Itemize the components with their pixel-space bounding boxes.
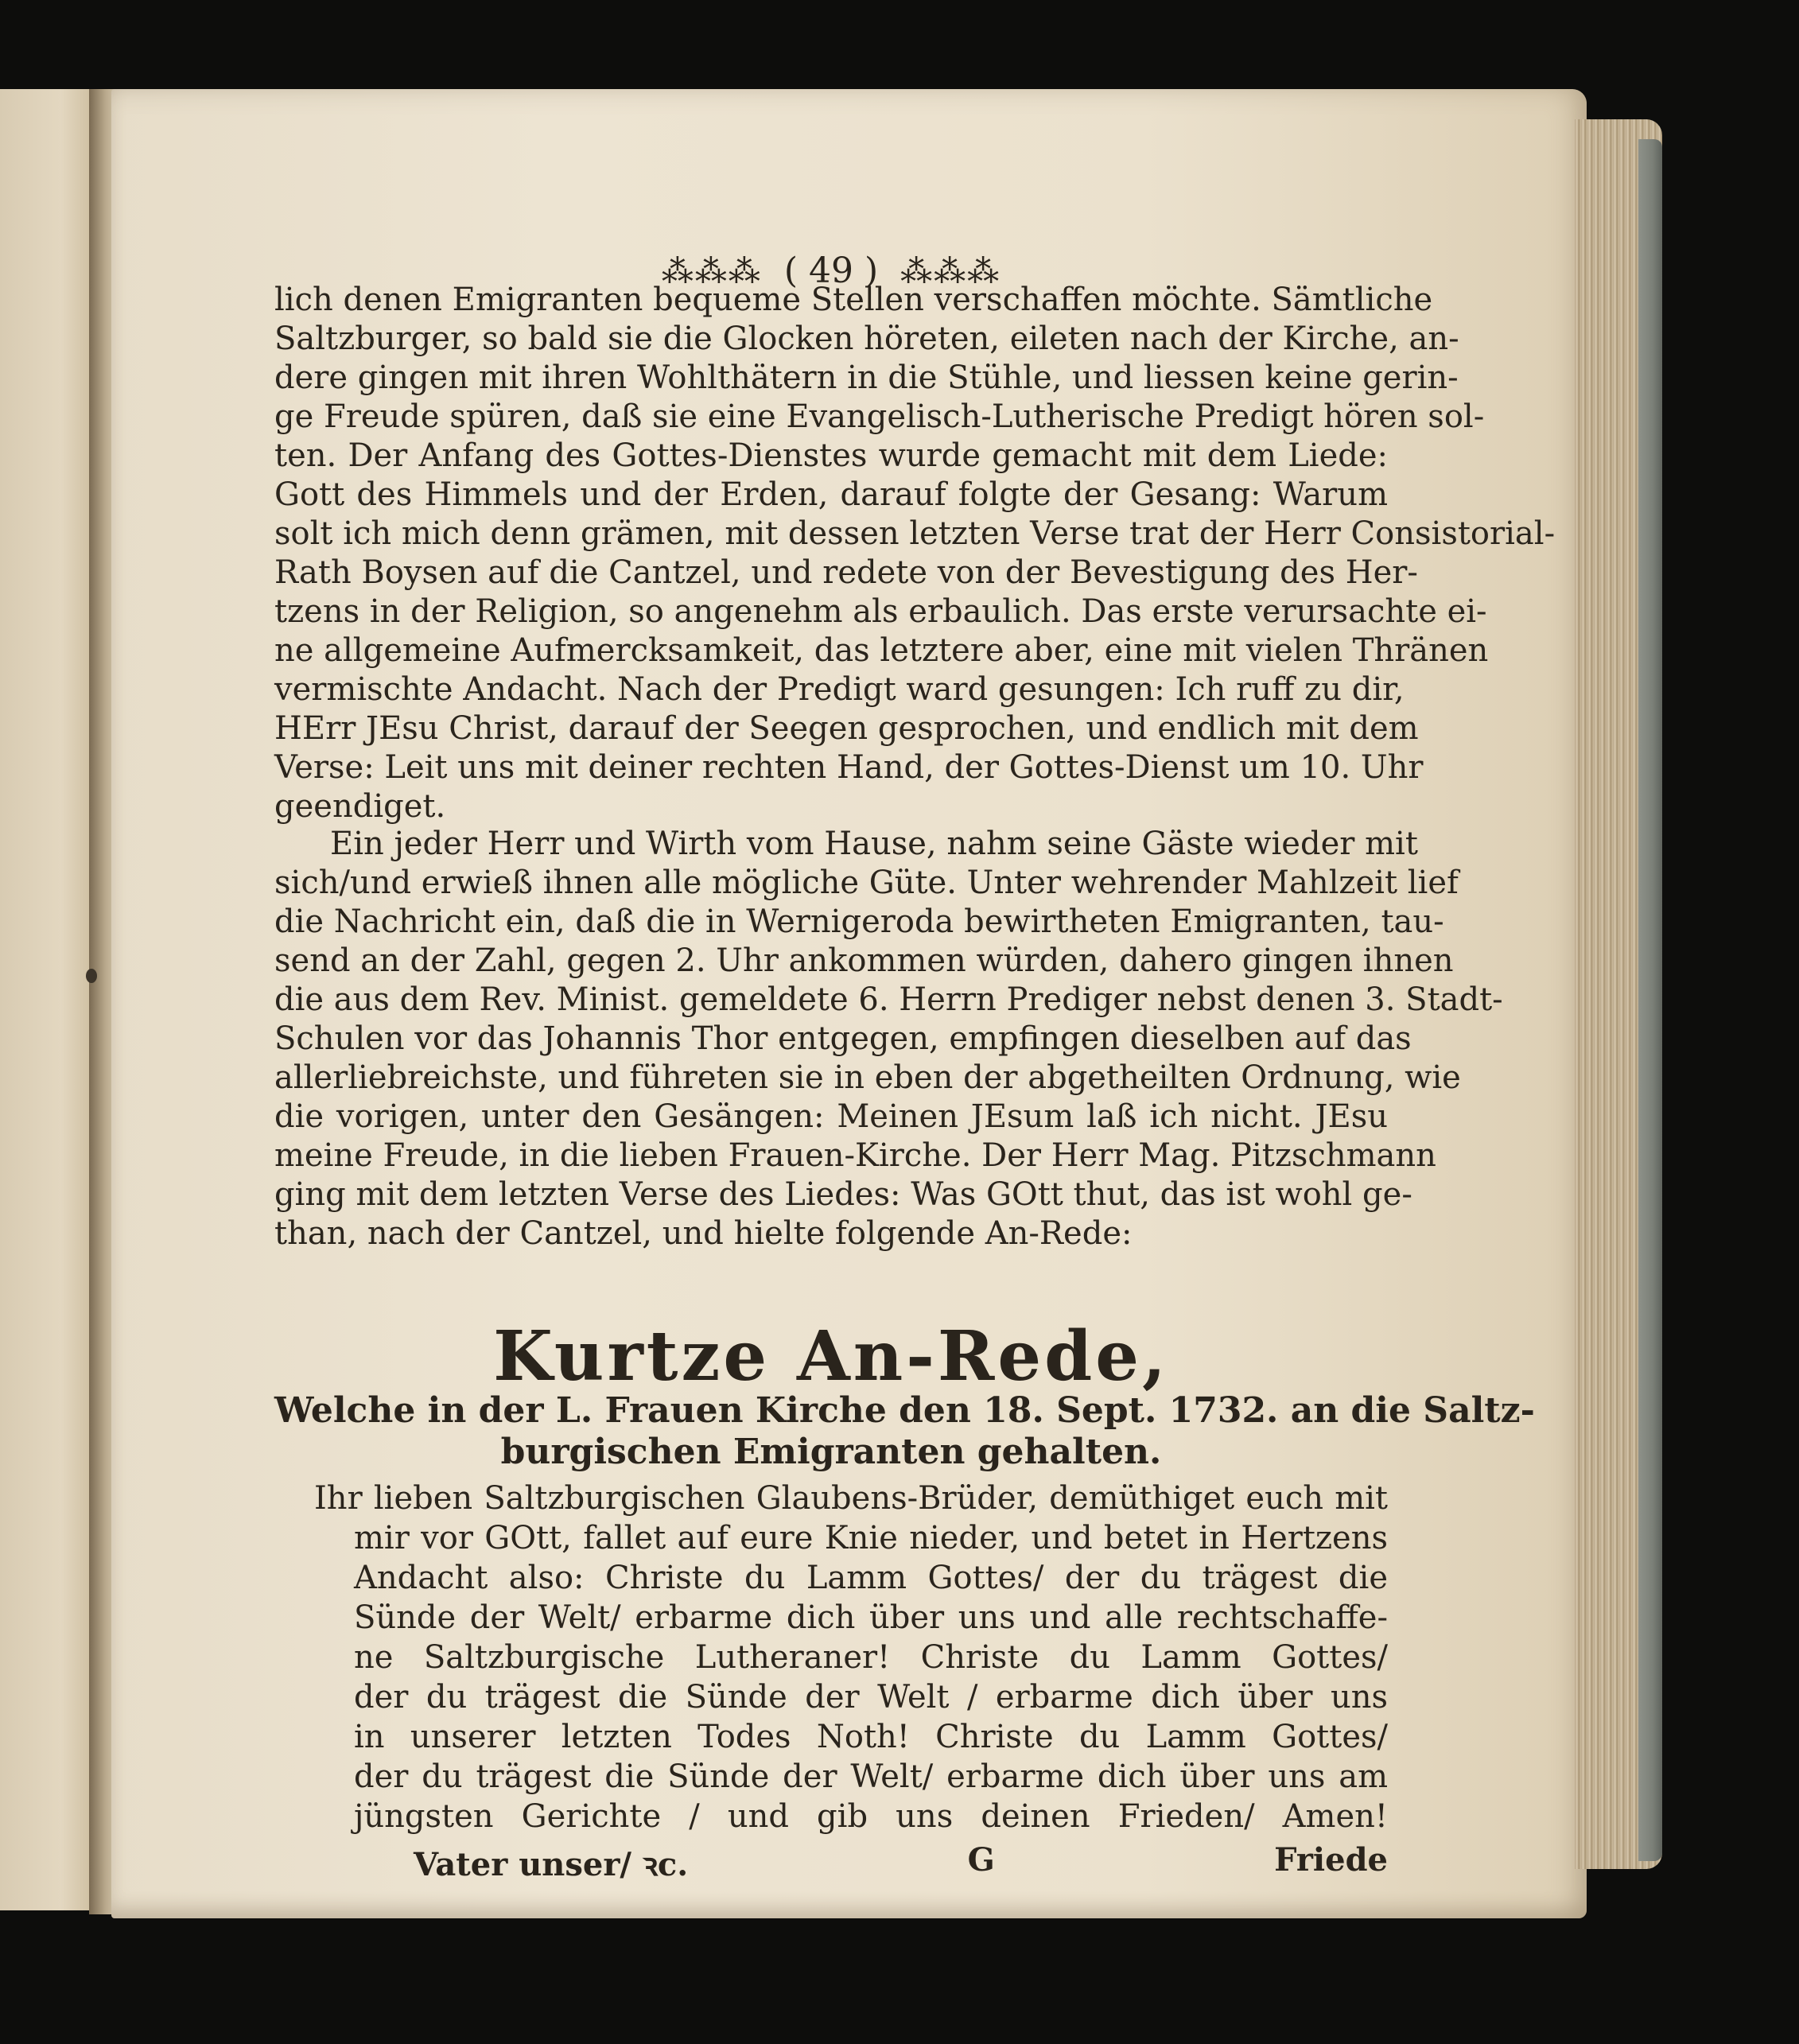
text-line: der du trägest die Sünde der Welt/ erbarme dich über uns am [354,1758,1388,1795]
text-line: tzens in der Religion, so angenehm als erbaulich. Das erste verursachte ei- [274,593,1487,630]
text-line: sich/und erwieß ihnen alle mögliche Güte. Unter wehrender Mahlzeit lief [274,865,1459,901]
text-line: ne Saltzburgische Lutheraner! Christe du Lamm Gottes/ [354,1639,1388,1676]
text-line: Verse: Leit uns mit deiner rechten Hand, der Gottes-Dienst um 10. Uhr [274,749,1424,786]
text-line: Schulen vor das Johannis Thor entgegen, empfingen dieselben auf das [274,1020,1412,1057]
text-line: Andacht also: Christe du Lamm Gottes/ der du trägest die [354,1560,1388,1596]
address-subtitle-line-1: Welche in der L. Frauen Kirche den 18. Sept. 1732. an die Saltz- [274,1390,1535,1431]
text-line: HErr JEsu Christ, darauf der Seegen gesprochen, und endlich mit dem [274,710,1419,747]
text-line: die aus dem Rev. Minist. gemeldete 6. Herrn Prediger nebst denen 3. Stadt- [274,981,1503,1018]
text-line: ge Freude spüren, daß sie eine Evangelisch-Lutherische Predigt hören sol- [274,398,1485,435]
address-subtitle-line-2: burgischen Emigranten gehalten. [500,1432,1162,1472]
text-line: in unserer letzten Todes Noth! Christe du Lamm Gottes/ [354,1719,1388,1755]
header-ornament-right: ⁂⁂⁂ [900,254,1001,290]
text-line: die vorigen, unter den Gesängen: Meinen JEsum laß ich nicht. JEsu [274,1098,1388,1135]
prayer-first-line: Ihr lieben Saltzburgischen Glaubens-Brüder, demüthiget euch mit [314,1480,1388,1517]
page-footer [414,1841,1388,1885]
catchword: Friede [1274,1841,1388,1879]
text-line: vermischte Andacht. Nach der Predigt ward gesungen: Ich ruff zu dir, [274,671,1405,708]
text-line: Rath Boysen auf die Cantzel, und redete von der Bevestigung des Her- [274,554,1418,591]
text-line: solt ich mich denn grämen, mit dessen letzten Verse trat der Herr Consistorial- [274,515,1556,552]
page-number: ( 49 ) [783,251,879,291]
footer-lord-prayer: Vater unser/ ꝛc. [414,1846,689,1883]
text-line: ten. Der Anfang des Gottes-Dienstes wurde gemacht mit dem Liede: [274,437,1388,474]
facing-page [0,89,102,1910]
text-line: geendiget. [274,788,446,825]
book-cover-edge [1638,139,1662,1861]
text-line: ne allgemeine Aufmercksamkeit, das letztere aber, eine mit vielen Thränen [274,632,1489,669]
text-line: Saltzburger, so bald sie die Glocken höreten, eileten nach der Kirche, an- [274,321,1459,357]
text-line: dere gingen mit ihren Wohlthätern in die Stühle, und liessen keine gerin- [274,359,1459,396]
text-line: lich denen Emigranten bequeme Stellen verschaffen möchte. Sämtliche [274,282,1433,318]
text-line: meine Freude, in die lieben Frauen-Kirche. Der Herr Mag. Pitzschmann [274,1137,1436,1174]
text-line: Ein jeder Herr und Wirth vom Hause, nahm seine Gäste wieder mit [330,826,1418,862]
text-line: than, nach der Cantzel, und hielte folgende An-Rede: [274,1215,1133,1252]
address-title: Kurtze An-Rede, [493,1316,1169,1397]
text-line: ging mit dem letzten Verse des Liedes: Was GOtt thut, das ist wohl ge- [274,1176,1412,1213]
text-line: jüngsten Gerichte / und gib uns deinen Frieden/ Amen! [354,1798,1388,1835]
signature-mark: G [967,1841,995,1879]
text-line: die Nachricht ein, daß die in Wernigeroda bewirtheten Emigranten, tau- [274,903,1444,940]
text-line: Sünde der Welt/ erbarme dich über uns und alle rechtschaffe- [354,1599,1388,1636]
text-line: Gott des Himmels und der Erden, darauf folgte der Gesang: Warum [274,476,1388,513]
header-ornament-left: ⁂⁂⁂ [661,254,762,290]
text-line: mir vor GOtt, fallet auf eure Knie nieder, und betet in Hertzens [354,1520,1388,1556]
ink-stain [86,969,97,983]
text-line: der du trägest die Sünde der Welt / erbarme dich über uns [354,1679,1388,1716]
text-line: send an der Zahl, gegen 2. Uhr ankommen würden, dahero gingen ihnen [274,942,1454,979]
text-line: allerliebreichste, und führeten sie in eben der abgetheilten Ordnung, wie [274,1059,1461,1096]
